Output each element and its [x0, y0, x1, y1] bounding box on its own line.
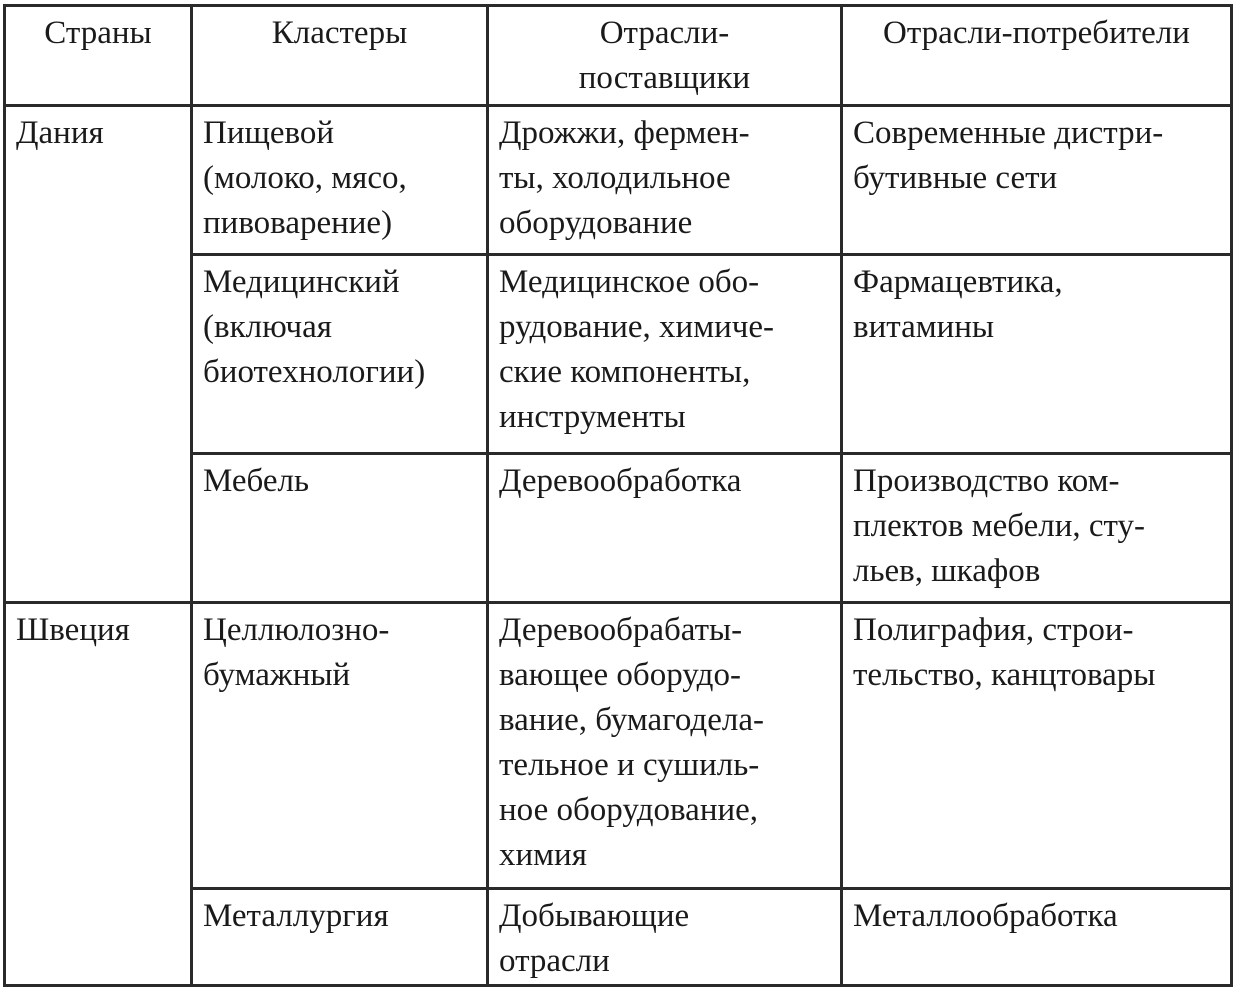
header-supplier-industries: Отрасли- поставщики — [488, 6, 842, 106]
suppliers-cell: Дрожжи, фермен- ты, холодильное оборудование — [488, 106, 842, 255]
header-consumer-industries: Отрасли-потребители — [842, 6, 1232, 106]
cluster-cell: Медицинский (включая биотехнологии) — [192, 255, 488, 454]
clusters-table — [3, 4, 1233, 987]
suppliers-cell: Деревообрабаты- вающее оборудо- вание, бумагодела- тельное и сушиль- ное оборудование, химия — [488, 603, 842, 889]
suppliers-cell: Добывающие отрасли — [488, 889, 842, 986]
consumers-cell: Фармацевтика, витамины — [842, 255, 1232, 454]
suppliers-cell: Медицинское обо- рудование, химиче- ские компоненты, инструменты — [488, 255, 842, 454]
cluster-cell: Металлургия — [192, 889, 488, 986]
cluster-cell: Пищевой (молоко, мясо, пивоварение) — [192, 106, 488, 255]
header-countries: Страны — [5, 6, 192, 106]
consumers-cell: Производство ком- плектов мебели, сту- льев, шкафов — [842, 454, 1232, 603]
header-clusters: Кластеры — [192, 6, 488, 106]
cluster-cell: Мебель — [192, 454, 488, 603]
country-cell: Швеция — [5, 603, 192, 986]
consumers-cell: Современные дистри- бутивные сети — [842, 106, 1232, 255]
header-row — [5, 6, 1232, 106]
table-row — [5, 106, 1232, 255]
suppliers-cell: Деревообработка — [488, 454, 842, 603]
table-row — [5, 603, 1232, 889]
country-cell: Дания — [5, 106, 192, 603]
consumers-cell: Металлообработка — [842, 889, 1232, 986]
consumers-cell: Полиграфия, строи- тельство, канцтовары — [842, 603, 1232, 889]
cluster-cell: Целлюлозно- бумажный — [192, 603, 488, 889]
